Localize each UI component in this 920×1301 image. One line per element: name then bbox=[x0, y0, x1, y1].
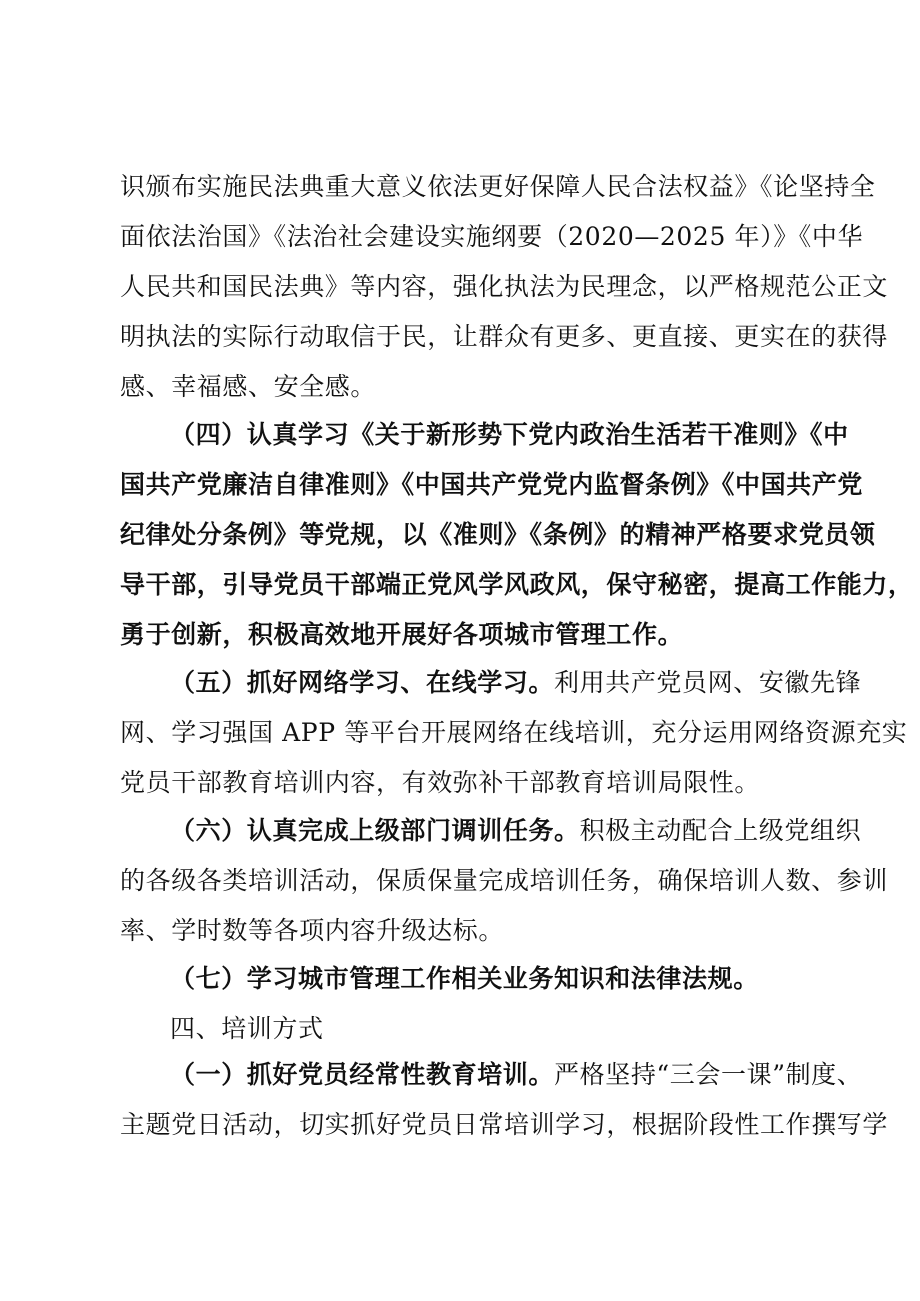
paragraph-text: 严格坚持“三会一课”制度、 bbox=[554, 1060, 863, 1089]
bold-paragraph-line: 纪律处分条例》等党规，以《准则》《条例》的精神严格要求党员领 bbox=[120, 520, 876, 549]
body-text-line: 感、幸福感、安全感。 bbox=[120, 372, 377, 401]
paragraph-lead: （一）抓好党员经常性教育培训。 bbox=[170, 1060, 555, 1089]
bold-paragraph-line: （四）认真学习《关于新形势下党内政治生活若干准则》《中 bbox=[170, 420, 849, 449]
bold-paragraph-line: 勇于创新，积极高效地开展好各项城市管理工作。 bbox=[120, 620, 684, 649]
paragraph-lead: （五）抓好网络学习、在线学习。 bbox=[170, 668, 555, 697]
body-text-line: 党员干部教育培训内容，有效弥补干部教育培训局限性。 bbox=[120, 768, 761, 797]
body-text-line: 识颁布实施民法典重大意义依法更好保障人民合法权益》《论坚持全 bbox=[120, 172, 876, 201]
body-text-line bbox=[170, 1060, 863, 1090]
paragraph-text: 利用共产党员网、安徽先锋 bbox=[554, 668, 862, 697]
body-text-line: 面依法治国》《法治社会建设实施纲要（2020—2025 年）》《中华 bbox=[120, 222, 864, 251]
section-heading: 四、培训方式 bbox=[170, 1014, 324, 1043]
bold-paragraph-line: 导干部，引导党员干部端正党风学风政风，保守秘密，提高工作能力， bbox=[120, 570, 914, 599]
body-text-line bbox=[170, 816, 862, 846]
body-text-line: 明执法的实际行动取信于民，让群众有更多、更直接、更实在的获得 bbox=[120, 322, 889, 351]
bold-paragraph-line: 国共产党廉洁自律准则》《中国共产党党内监督条例》《中国共产党 bbox=[120, 470, 864, 499]
body-text-line: 的各级各类培训活动，保质保量完成培训任务，确保培训人数、参训 bbox=[120, 866, 889, 895]
body-text-line: 人民共和国民法典》等内容，强化执法为民理念，以严格规范公正文 bbox=[120, 272, 889, 301]
body-text-line bbox=[170, 668, 862, 698]
body-text-line: 率、学时数等各项内容升级达标。 bbox=[120, 916, 505, 945]
bold-paragraph-line: （七）学习城市管理工作相关业务知识和法律法规。 bbox=[170, 964, 759, 993]
body-text-line: 主题党日活动，切实抓好党员日常培训学习，根据阶段性工作撰写学 bbox=[120, 1110, 889, 1139]
paragraph-text: 积极主动配合上级党组织 bbox=[579, 816, 862, 845]
paragraph-lead: （六）认真完成上级部门调训任务。 bbox=[170, 816, 580, 845]
body-text-line: 网、学习强国 APP 等平台开展网络在线培训，充分运用网络资源充实 bbox=[120, 718, 908, 747]
